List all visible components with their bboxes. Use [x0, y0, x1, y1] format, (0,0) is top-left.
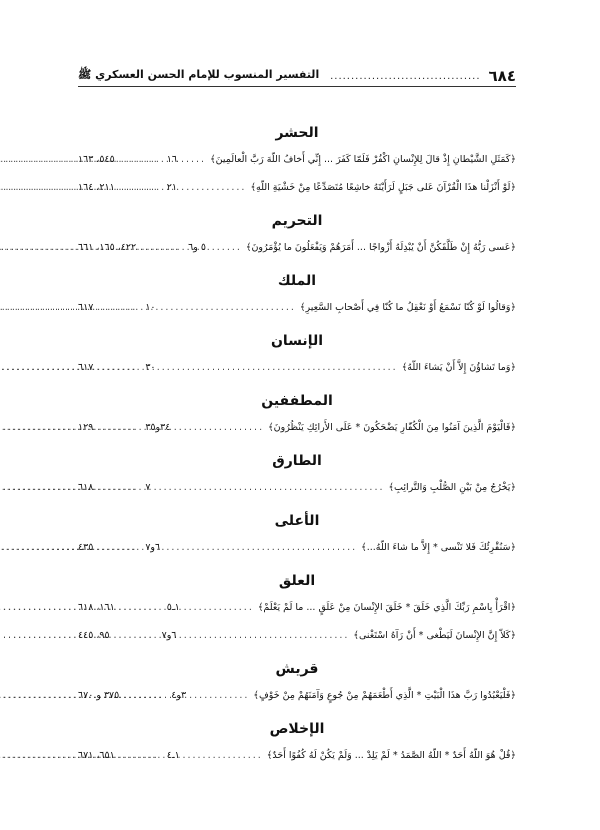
verse-text: ﴿كَمَثَلِ الشَّيْطانِ إِذْ قالَ لِلإِنْسانِ اكْفُرْ فَلَمّا كَفَرَ ... إِنِّي أَخافُ اللّهَ رَبَّ الْعالَمِينَ﴾: [210, 154, 516, 165]
verse-text: ﴿لَوْ أَنْزَلْنا هذَا الْقُرْآنَ عَلى جَبَلٍ لَرَأَيْتَهُ خاشِعًا مُتَصَدِّعًا مِنْ خَشْيَةِ اللّهِ﴾: [250, 182, 516, 193]
running-title: التفسير المنسوب للإمام الحسن العسكري ﷺ: [78, 68, 320, 81]
header-rule: ....................................: [330, 70, 481, 82]
leader-dots: [174, 414, 268, 442]
leader-dots: [184, 742, 267, 770]
page-refs: ٦١٧: [78, 302, 94, 313]
page-header: [78, 66, 516, 87]
surah-title: الطارق: [272, 453, 322, 469]
verse-number: ٣٤و٣٥: [145, 422, 171, 433]
leader-dots: [110, 622, 158, 650]
surah-title: الملك: [277, 273, 317, 289]
leader-dots: [181, 174, 251, 202]
surah-title: التحريم: [271, 213, 323, 229]
verse-text: ﴿وَقالُوا لَوْ كُنّا نَسْمَعُ أَوْ نَعْقِلُ ما كُنّا فِي أَصْحابِ السَّعِيرِ﴾: [299, 302, 516, 313]
leader-dots: [119, 682, 167, 710]
index-entry: [78, 174, 516, 202]
leader-dots: [164, 534, 361, 562]
verse-number: ٢١: [166, 182, 177, 193]
verse-number: ٣٠: [145, 362, 156, 373]
leader-dots: [154, 474, 388, 502]
page-refs: ٦١٨: [78, 482, 94, 493]
section-spacer: [78, 770, 516, 776]
page-refs: ٦١٧: [78, 362, 94, 373]
index-entry: [78, 354, 516, 382]
leader-dots: [93, 354, 141, 382]
page-refs: ١٦١، ٦١٨: [78, 602, 115, 613]
verse-number: ١ـ٤: [166, 750, 180, 761]
index-entry: [78, 474, 516, 502]
verse-text: ﴿اقْرَأْ بِاسْمِ رَبِّكَ الَّذِي خَلَقَ * خَلَقَ الإِنْسانَ مِنْ عَلَقٍ ... ما لَمْ يَعْلَمْ﴾: [257, 602, 516, 613]
index-entry: [78, 742, 516, 770]
page-refs: ٤٣٥: [78, 542, 94, 553]
surah-title: العلق: [278, 573, 316, 589]
verse-number: ٦و٧: [145, 542, 161, 553]
page-refs: ٦٥١، ٦٧١: [78, 750, 115, 761]
leader-dots: [190, 682, 253, 710]
leader-dots: [160, 294, 300, 322]
page-refs: ٢١١، ١٦٤: [78, 182, 115, 193]
leader-dots: [210, 234, 246, 262]
verse-number: ٥ و٦: [188, 242, 206, 253]
index-entry: [78, 534, 516, 562]
index-entry: [78, 294, 516, 322]
surah-title: المطففين: [261, 393, 333, 409]
page-refs: ١٢٩: [78, 422, 94, 433]
page-refs: ٤٢٢، ١٦٥، ٦٦١: [78, 242, 137, 253]
index-entry: [78, 414, 516, 442]
leader-dots: [93, 414, 141, 442]
index-entry: [78, 622, 516, 650]
surah-title: الأعلى: [274, 513, 320, 529]
leader-dots: [115, 146, 163, 174]
verse-text: ﴿قُلْ هُوَ اللّهُ أَحَدٌ * اللّهُ الصَّمَدُ * لَمْ يَلِدْ ... وَلَمْ يَكُنْ لَهُ كُفُوًا أَحَدٌ﴾: [266, 750, 516, 761]
leader-dots: [93, 534, 141, 562]
page-refs: ٥٤٥، ١٦٣: [78, 154, 115, 165]
leader-dots: [93, 474, 141, 502]
verse-number: ٣و٤: [171, 690, 187, 701]
page-number: ٦٨٤: [488, 67, 516, 85]
surah-title: قريش: [275, 661, 319, 677]
leader-dots: [136, 234, 184, 262]
verse-text: ﴿سَنُقْرِئُكَ فَلا تَنْسى * إِلاَّ ما شاءَ اللّهُ...﴾: [361, 542, 516, 553]
leader-dots: [93, 294, 141, 322]
index-entry: [78, 682, 516, 710]
verse-text: ﴿يَخْرُجُ مِنْ بَيْنِ الصُّلْبِ وَالتَّرائِبِ﴾: [388, 482, 516, 493]
leader-dots: [115, 742, 163, 770]
surah-title: الإخلاص: [269, 721, 325, 737]
surah-title: الحشر: [275, 125, 319, 141]
leader-dots: [181, 146, 210, 174]
page-refs: ٣٧٥ و ٦٧٠: [78, 690, 120, 701]
leader-dots: [115, 174, 163, 202]
verse-text: ﴿عَسى رَبُّهُ إِنْ طَلَّقَكُنَّ أَنْ يُبْدِلَهُ أَزْواجًا ... أَمَرَهُمْ وَيَفْعَلُونَ ما يُؤْمَرُونَ﴾: [245, 242, 516, 253]
verse-number: ١٦: [166, 154, 177, 165]
verse-text: ﴿فَالْيَوْمَ الَّذِينَ آمَنُوا مِنَ الْكُفّارِ يَضْحَكُونَ * عَلَى الأَرائِكِ يَنْظُرُونَ﴾: [268, 422, 516, 433]
verse-number: ١ـ٥: [166, 602, 180, 613]
verse-index: [78, 120, 516, 776]
verse-number: ٦و٧: [161, 630, 177, 641]
leader-dots: [180, 622, 353, 650]
page-refs: ٩٥، ٤٤٥: [78, 630, 110, 641]
surah-title: الإنسان: [270, 333, 324, 349]
leader-dots: [115, 594, 163, 622]
verse-text: ﴿وَما تَشاؤُنَ إِلاَّ أَنْ يَشاءَ اللّهُ﴾: [401, 362, 516, 373]
leader-dots: [184, 594, 258, 622]
verse-text: ﴿فَلْيَعْبُدُوا رَبَّ هذَا الْبَيْتِ * الَّذِي أَطْعَمَهُمْ مِنْ جُوعٍ وَآمَنَهُمْ مِنْ خَوْفٍ﴾: [253, 690, 516, 701]
leader-dots: [160, 354, 402, 382]
index-entry: [78, 234, 516, 262]
verse-text: ﴿كَلاّ إِنَّ الإِنْسانَ لَيَطْغى * أَنْ رَآهُ اسْتَغْنى﴾: [353, 630, 516, 641]
verse-number: ٧: [145, 482, 151, 493]
index-entry: [78, 146, 516, 174]
index-entry: [78, 594, 516, 622]
verse-number: ١٠: [145, 302, 156, 313]
